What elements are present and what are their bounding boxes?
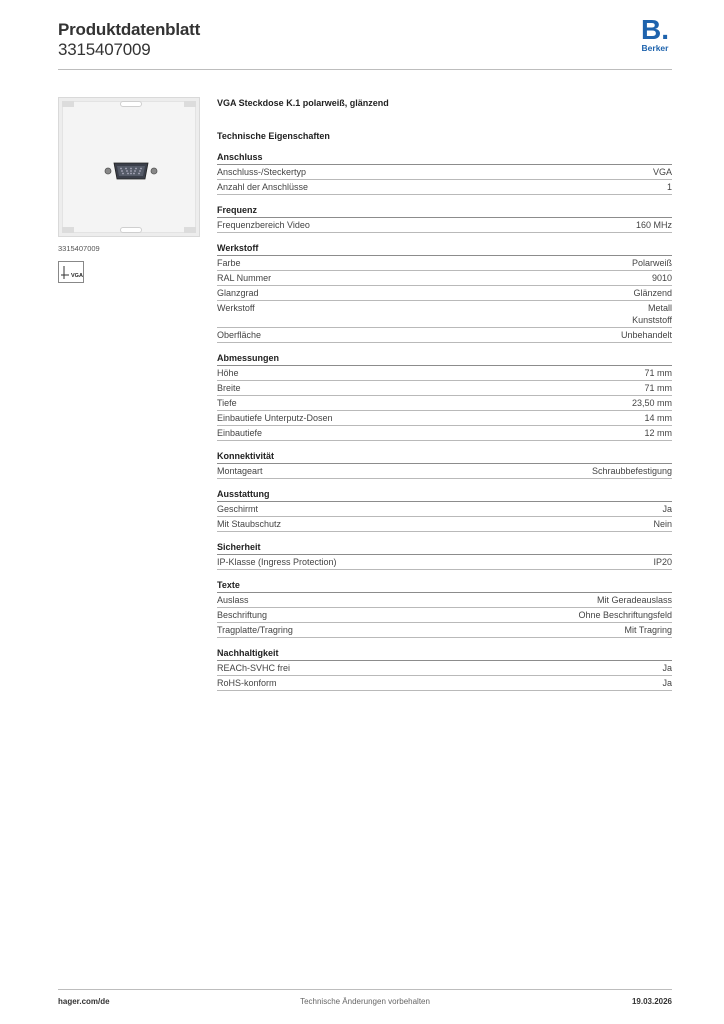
- section-title: Konnektivität: [217, 450, 672, 464]
- property-value: 1: [666, 182, 672, 192]
- property-name: Frequenzbereich Video: [217, 220, 310, 230]
- property-value: VGA: [652, 167, 672, 177]
- section-title: Texte: [217, 579, 672, 593]
- property-name: Beschriftung: [217, 610, 268, 620]
- property-name: Geschirmt: [217, 504, 259, 514]
- property-value: Ja: [662, 678, 672, 688]
- property-value: 71 mm: [644, 383, 672, 393]
- property-row: [217, 555, 672, 570]
- section-title: Werkstoff: [217, 242, 672, 256]
- property-row: [217, 593, 672, 608]
- property-row: [217, 366, 672, 381]
- property-value: 23,50 mm: [631, 398, 672, 408]
- property-value: Nein: [653, 519, 672, 529]
- property-value: 14 mm: [644, 413, 672, 423]
- property-name: Farbe: [217, 258, 241, 268]
- property-row: [217, 426, 672, 441]
- property-name: Werkstoff: [217, 303, 255, 313]
- section-title: Abmessungen: [217, 352, 672, 366]
- property-row: [217, 623, 672, 638]
- footer-date: 19.03.2026: [631, 997, 672, 1006]
- property-value: Ohne Beschriftungsfeld: [578, 610, 672, 620]
- section-title: Frequenz: [217, 204, 672, 218]
- property-name: IP-Klasse (Ingress Protection): [217, 557, 337, 567]
- property-row: [217, 381, 672, 396]
- property-value: Ja: [662, 663, 672, 673]
- property-section: [217, 579, 672, 638]
- property-row: [217, 517, 672, 532]
- logo-mark: B.: [641, 14, 669, 45]
- property-value: Metall Kunststoff: [632, 303, 672, 325]
- product-name: VGA Steckdose K.1 polarweiß, glänzend: [217, 98, 389, 108]
- property-value: Polarweiß: [631, 258, 672, 268]
- page-footer: [58, 997, 672, 1011]
- property-value: Unbehandelt: [620, 330, 672, 340]
- property-row: [217, 411, 672, 426]
- property-value: Mit Geradeauslass: [596, 595, 672, 605]
- property-row: [217, 301, 672, 328]
- property-value: 12 mm: [644, 428, 672, 438]
- property-section: [217, 204, 672, 233]
- property-section: [217, 541, 672, 570]
- bottom-notch: [120, 227, 142, 233]
- property-name: Einbautiefe: [217, 428, 263, 438]
- properties-column: [217, 97, 672, 691]
- property-value: 71 mm: [644, 368, 672, 378]
- section-title: Anschluss: [217, 151, 672, 165]
- properties-sections: [217, 151, 672, 691]
- property-section: [217, 450, 672, 479]
- property-name: Auslass: [217, 595, 249, 605]
- corner-clip: [184, 227, 196, 233]
- top-notch: [120, 101, 142, 107]
- property-value: 160 MHz: [635, 220, 672, 230]
- property-name: Oberfläche: [217, 330, 262, 340]
- property-row: [217, 676, 672, 691]
- image-caption: 3315407009: [58, 244, 100, 253]
- section-title: Nachhaltigkeit: [217, 647, 672, 661]
- property-row: [217, 165, 672, 180]
- property-name: Tiefe: [217, 398, 237, 408]
- property-row: [217, 286, 672, 301]
- header-divider: [58, 69, 672, 70]
- property-section: [217, 151, 672, 195]
- footer-divider: [58, 989, 672, 990]
- corner-clip: [184, 101, 196, 107]
- property-section: [217, 647, 672, 691]
- property-name: RAL Nummer: [217, 273, 272, 283]
- property-value: Mit Tragring: [624, 625, 672, 635]
- property-row: [217, 256, 672, 271]
- section-title: Ausstattung: [217, 488, 672, 502]
- property-row: [217, 218, 672, 233]
- property-row: [217, 608, 672, 623]
- property-name: REACh-SVHC frei: [217, 663, 291, 673]
- property-name: Einbautiefe Unterputz-Dosen: [217, 413, 333, 423]
- page-header: [58, 14, 672, 70]
- logo-text: Berker: [641, 43, 669, 53]
- berker-logo: [638, 16, 672, 53]
- symbol-label: VGA: [71, 273, 83, 279]
- property-section: [217, 352, 672, 441]
- corner-clip: [62, 101, 74, 107]
- property-value: Ja: [662, 504, 672, 514]
- property-name: RoHS-konform: [217, 678, 277, 688]
- vga-symbol-icon: [58, 261, 84, 283]
- property-section: [217, 488, 672, 532]
- footer-notice: Technische Änderungen vorbehalten: [300, 997, 430, 1006]
- cover-plate: [62, 101, 196, 233]
- property-name: Tragplatte/Tragring: [217, 625, 293, 635]
- property-row: [217, 271, 672, 286]
- property-row: [217, 180, 672, 195]
- property-row: [217, 396, 672, 411]
- section-title: Sicherheit: [217, 541, 672, 555]
- document-title: Produktdatenblatt: [58, 20, 201, 39]
- property-section: [217, 242, 672, 343]
- property-name: Montageart: [217, 466, 263, 476]
- product-image-column: [58, 97, 200, 283]
- document-number: 3315407009: [58, 40, 151, 59]
- property-value: Glänzend: [633, 288, 672, 298]
- property-value: IP20: [653, 557, 672, 567]
- vga-connector-icon: [104, 161, 158, 181]
- product-image: [58, 97, 200, 237]
- properties-title: Technische Eigenschaften: [217, 131, 330, 141]
- property-name: Glanzgrad: [217, 288, 259, 298]
- property-name: Anschluss-/Steckertyp: [217, 167, 307, 177]
- property-row: [217, 661, 672, 676]
- property-row: [217, 464, 672, 479]
- property-name: Breite: [217, 383, 241, 393]
- corner-clip: [62, 227, 74, 233]
- footer-website: hager.com/de: [58, 997, 110, 1006]
- property-name: Anzahl der Anschlüsse: [217, 182, 309, 192]
- property-name: Höhe: [217, 368, 239, 378]
- property-value: Schraubbefestigung: [591, 466, 672, 476]
- property-row: [217, 502, 672, 517]
- property-name: Mit Staubschutz: [217, 519, 282, 529]
- property-row: [217, 328, 672, 343]
- property-value: 9010: [651, 273, 672, 283]
